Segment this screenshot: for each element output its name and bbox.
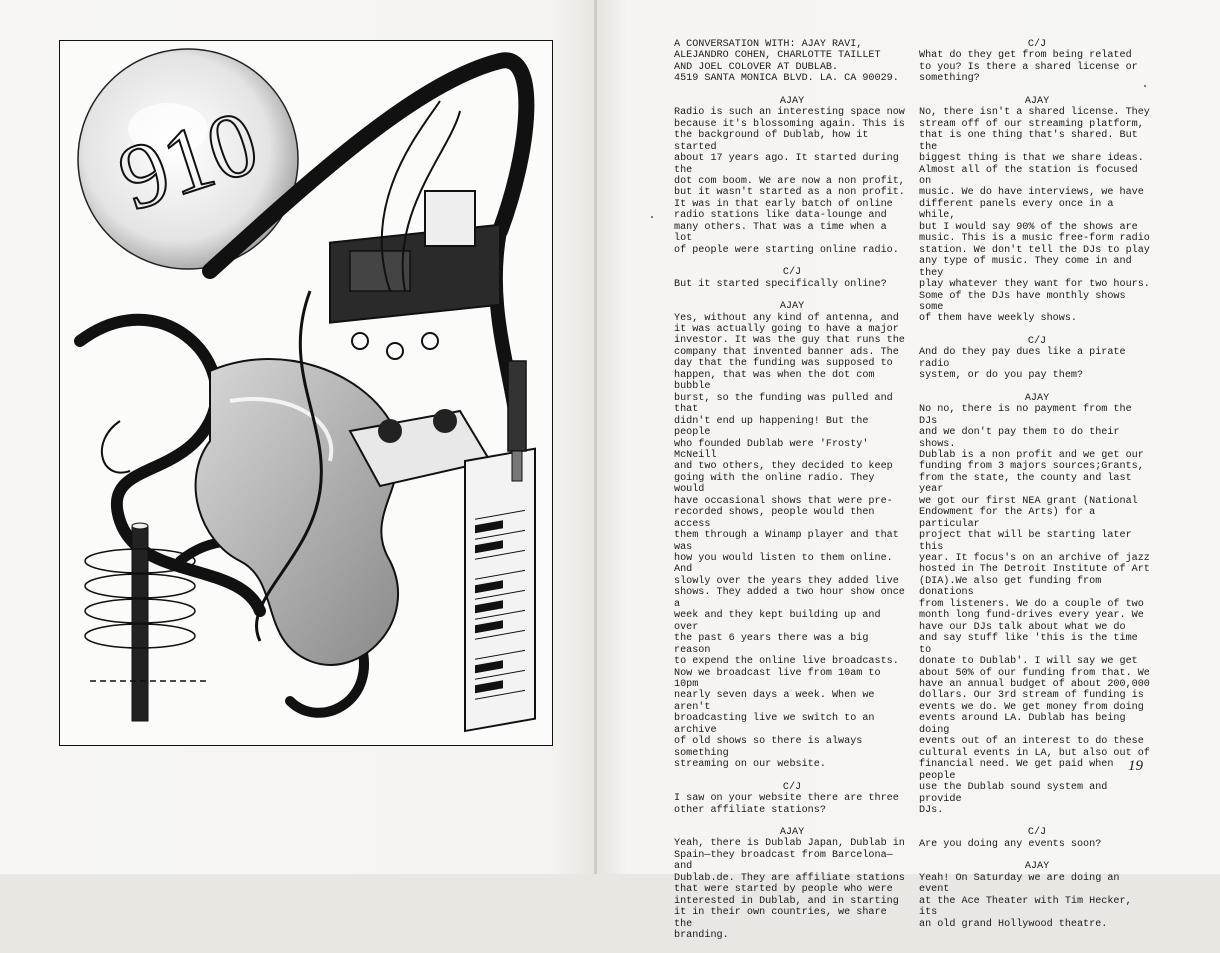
illustration-frame <box>59 40 553 746</box>
interview-paragraph: Yeah, there is Dublab Japan, Dublab in Spain—they broadcast from Barcelona—and Dublab.de. They are affiliate stations that were started by people who were interested in Dublab, and in starting it in their own countries, we share the branding. <box>674 838 905 942</box>
text-column-right <box>919 39 1155 941</box>
interview-paragraph: Radio is such an interesting space now because it's blossoming again. This is the background of Dublab, how it started about 17 years ago. It started during the dot com boom. We are now a non profit, but it wasn't started as a non profit. It was in that early batch of online radio stations like data-lounge and many others. That was a time when a lot of people were starting online radio. <box>674 107 905 256</box>
speaker-label: AJAY <box>779 95 805 107</box>
dial-text: 910 <box>106 90 270 230</box>
left-page <box>0 0 596 874</box>
speaker-label: AJAY <box>779 827 805 838</box>
interview-paragraph: Yes, without any kind of antenna, and it was actually going to have a major investor. It was the guy that runs the company that invented banner ads. The day that the funding was supposed to happen, that was when the dot com bubble burst, so the funding was pulled and that didn't end up happening! But the people who founded Dublab were 'Frosty' McNeill and two others, they decided to keep going with the online radio. They would have occasional shows that were pre- recorded shows, people would then access them through a Winamp player and that was how you would listen to them online. And slowly over the years they added live shows. They added a two hour show once a week and they kept building up and over the past 6 years there was a big reason to expend the online live broadcasts. Now we broadcast live from 10am to 10pm nearly seven days a week. When we aren't broadcasting live we switch to an archive of old shows so there is always something streaming on our website. <box>674 312 905 771</box>
header-line: AND JOEL COLOVER AT DUBLAB. <box>674 61 839 73</box>
radio-circuit-illustration-icon <box>60 41 551 744</box>
speaker-label: C/J <box>1027 335 1047 347</box>
page-number: 19 <box>1128 758 1143 774</box>
interview-paragraph: No, there isn't a shared license. They stream off of our streaming platform, that is one thing that's shared. But the biggest thing is that we share ideas. Almost all of the station is focused on music. We do have interviews, we have different panels every once in a while, but I would say 90% of the shows are music. This is a music free-form radio station. We don't tell the DJs to play any type of music. They come in and they play whatever they want for two hours. Some of the DJs have monthly shows some of them have weekly shows. <box>919 107 1150 325</box>
header-line: ALEJANDRO COHEN, CHARLOTTE TAILLET <box>674 50 881 62</box>
interview-paragraph: And do they pay dues like a pirate radio system, or do you pay them? <box>919 347 1126 382</box>
speaker-label: C/J <box>1027 827 1047 839</box>
print-speck <box>1144 85 1146 87</box>
speaker-label: C/J <box>782 267 802 279</box>
speaker-label: AJAY <box>1024 392 1050 404</box>
interview-paragraph: But it started specifically online? <box>674 278 887 290</box>
text-column-left <box>674 39 910 953</box>
header-line: A CONVERSATION WITH: AJAY RAVI, <box>674 39 863 50</box>
print-speck <box>651 216 653 218</box>
interview-paragraph: What do they get from being related to you? Is there a shared license or something? <box>919 50 1138 85</box>
speaker-label: C/J <box>1027 39 1047 50</box>
speaker-label: AJAY <box>1024 95 1050 107</box>
speaker-label: C/J <box>782 781 802 793</box>
speaker-label: AJAY <box>1024 861 1050 873</box>
speaker-label: AJAY <box>779 301 805 313</box>
interview-paragraph: I saw on your website there are three other affiliate stations? <box>674 793 899 816</box>
header-line: 4519 SANTA MONICA BLVD. LA. CA 90029. <box>674 73 899 85</box>
interview-paragraph: Yeah! On Saturday we are doing an event at the Ace Theater with Tim Hecker, its an old grand Hollywood theatre. <box>919 872 1132 930</box>
interview-paragraph: No no, there is no payment from the DJs and we don't pay them to do their shows. Dublab is a non profit and we get our funding from 3 majors sources;Grants, from the state, the county and last year we got our first NEA grant (National Endowment for the Arts) for a particular project that will be starting later this year. It focus's on an archive of jazz hosted in The Detroit Institute of Art (DIA).We also get funding from donations from listeners. We do a couple of two month long fund-drives every year. We have our DJs talk about what we do and say stuff like 'this is the time to donate to Dublab'. I will say we get about 50% of our funding from that. We have an annual budget of about 200,000 dollars. Our 3rd stream of funding is events we do. We get money from doing events around LA. Dublab has being doing events out of an interest to do these cultural events in LA, but also out of financial need. We get paid when people use the Dublab sound system and provide DJs. <box>919 404 1150 816</box>
article-header <box>674 39 910 85</box>
interview-paragraph: Are you doing any events soon? <box>919 838 1102 850</box>
